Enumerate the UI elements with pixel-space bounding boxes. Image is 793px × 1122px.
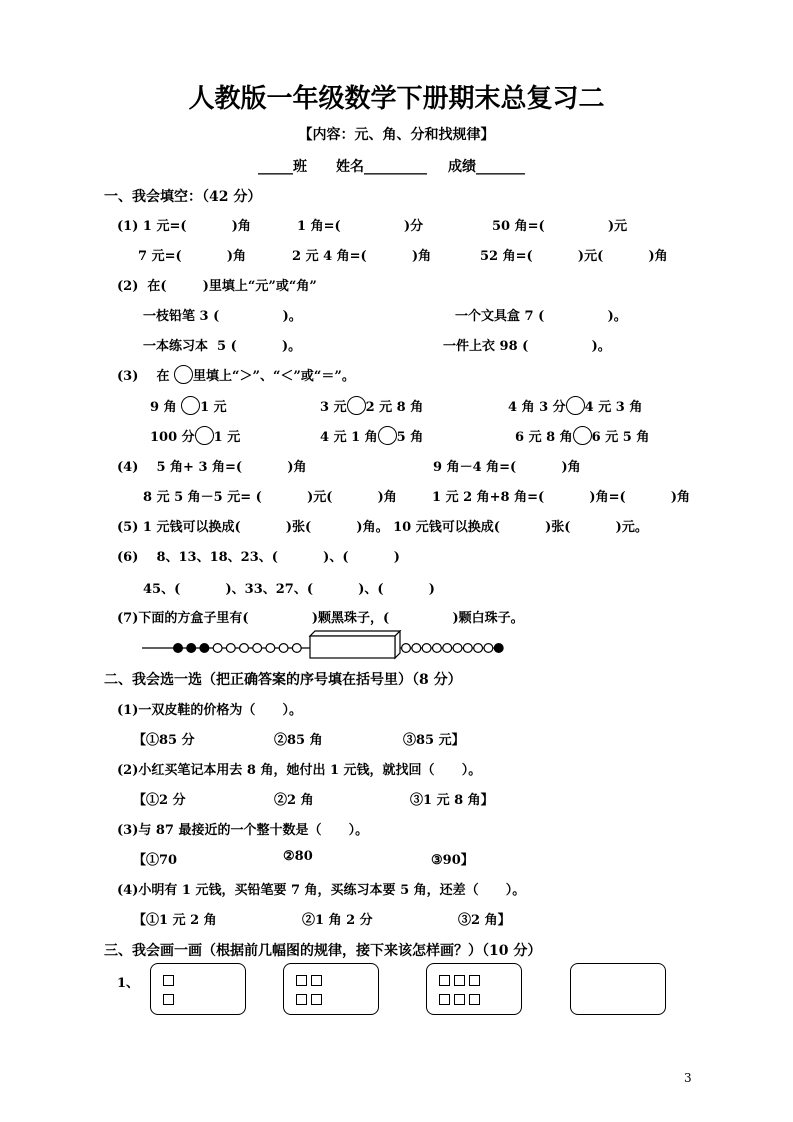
s2-q1-opt2[interactable]: ②85 角: [274, 733, 323, 748]
white-bead: [253, 644, 262, 653]
q2-item-a: 一枝铅笔 3 ( )。: [143, 309, 302, 324]
black-bead: [200, 644, 209, 653]
white-bead: [226, 644, 235, 653]
s2-q1-stem: (1)一双皮鞋的价格为（ ）。: [117, 703, 303, 718]
q5-text: (5) 1 元钱可以换成( )张( )角。 10 元钱可以换成( )张( )元。: [117, 520, 648, 535]
white-bead: [402, 644, 411, 653]
square-icon: [296, 975, 307, 986]
page-subtitle: 【内容：元、角、分和找规律】: [298, 127, 495, 143]
white-bead: [412, 644, 421, 653]
s2-q2-opt2[interactable]: ②2 角: [274, 793, 314, 808]
compare-circle[interactable]: [378, 426, 397, 445]
page-title: 人教版一年级数学下册期末总复习二: [188, 84, 605, 114]
square-icon: [163, 994, 174, 1005]
q3-compare-c: 4 角 3 分 4 元 3 角: [508, 396, 642, 415]
q3-compare-f: 6 元 8 角 6 元 5 角: [515, 426, 649, 445]
q1-item-d: 7 元=( )角: [138, 249, 247, 264]
circle-icon: [174, 365, 193, 384]
white-bead: [453, 644, 462, 653]
section2-heading: 二、我会选一选（把正确答案的序号填在括号里）（8 分）: [104, 672, 462, 688]
q3-compare-e: 4 元 1 角 5 角: [320, 426, 423, 445]
q2-item-b: 一个文具盒 7 ( )。: [455, 309, 627, 324]
pattern-box-1: [150, 963, 246, 1015]
pattern-box-2: [283, 963, 379, 1015]
white-bead: [279, 644, 288, 653]
section3-heading: 三、我会画一画（根据前几幅图的规律，接下来该怎样画？）（10 分）: [104, 943, 542, 959]
s3-q1-label: 1、: [117, 976, 140, 991]
square-icon: [454, 975, 465, 986]
square-icon: [439, 994, 450, 1005]
q1-item-b: 1 角=( )分: [297, 219, 424, 234]
white-bead: [474, 644, 483, 653]
white-bead: [484, 644, 493, 653]
square-icon: [296, 994, 307, 1005]
square-icon: [469, 975, 480, 986]
compare-circle[interactable]: [566, 396, 585, 415]
s2-q3-opt2[interactable]: ②80: [283, 849, 313, 864]
s2-q1-opt3[interactable]: ③85 元】: [403, 733, 465, 748]
box-3d-icon: [310, 631, 400, 658]
s2-q2-opt3[interactable]: ③1 元 8 角】: [410, 793, 494, 808]
page-number: 3: [684, 1071, 692, 1085]
q1-item-f: 52 角=( )元( )角: [480, 249, 668, 264]
score-field[interactable]: 成绩_______: [448, 159, 525, 175]
s2-q3-stem: (3)与 87 最接近的一个整十数是（ ）。: [117, 823, 369, 838]
square-icon: [469, 994, 480, 1005]
q2-item-d: 一件上衣 98 ( )。: [443, 339, 611, 354]
q7-text: (7)下面的方盒子里有( )颗黑珠子，( )颗白珠子。: [117, 611, 524, 626]
s2-q4-opt3[interactable]: ③2 角】: [458, 913, 511, 928]
white-bead: [463, 644, 472, 653]
q3-stem-suffix: 里填上“＞”、“＜”或“＝”。: [192, 369, 355, 384]
white-bead: [240, 644, 249, 653]
black-bead: [494, 644, 503, 653]
q3-compare-d: 100 分 1 元: [150, 426, 240, 445]
q3-stem: [117, 365, 355, 384]
q4-item-d: 1 元 2 角+8 角=( )角=( )角: [432, 490, 691, 505]
s2-q3-opt1[interactable]: 【①70: [133, 853, 178, 868]
q4-item-c: 8 元 5 角－5 元= ( )元( )角: [143, 490, 397, 505]
white-bead: [422, 644, 431, 653]
compare-circle[interactable]: [347, 396, 366, 415]
square-icon: [163, 975, 174, 986]
white-bead: [292, 644, 301, 653]
square-icon: [311, 994, 322, 1005]
s2-q4-opt2[interactable]: ②1 角 2 分: [302, 913, 373, 928]
q1-item-e: 2 元 4 角=( )角: [292, 249, 432, 264]
bead-string-diagram: [140, 630, 510, 666]
q3-compare-a: 9 角 1 元: [150, 396, 227, 415]
black-bead: [174, 644, 183, 653]
s2-q2-opt1[interactable]: 【①2 分: [133, 793, 186, 808]
q6-item-b: 45、( )、33、27、( )、( ): [143, 582, 435, 597]
black-bead: [187, 644, 196, 653]
name-field[interactable]: 姓名_________: [336, 159, 427, 175]
q2-item-c: 一本练习本 5 ( )。: [143, 339, 302, 354]
square-icon: [311, 975, 322, 986]
q4-item-b: 9 角－4 角=( )角: [433, 460, 581, 475]
class-field[interactable]: _____班: [258, 159, 307, 175]
pattern-box-answer[interactable]: [570, 963, 666, 1015]
white-bead: [443, 644, 452, 653]
q2-stem: (2) 在( )里填上“元”或“角”: [117, 279, 317, 294]
q1-item-c: 50 角=( )元: [492, 219, 628, 234]
white-bead: [213, 644, 222, 653]
square-icon: [439, 975, 450, 986]
pattern-box-3: [426, 963, 522, 1015]
q3-compare-b: 3 元 2 元 8 角: [320, 396, 423, 415]
s2-q4-stem: (4)小明有 1 元钱，买铅笔要 7 角，买练习本要 5 角，还差（ ）。: [117, 883, 526, 898]
section1-heading: 一、我会填空：（42 分）: [104, 189, 262, 205]
q3-stem-prefix: (3) 在: [117, 369, 170, 384]
s2-q1-opt1[interactable]: 【①85 分: [133, 733, 195, 748]
compare-circle[interactable]: [181, 396, 200, 415]
compare-circle[interactable]: [195, 426, 214, 445]
compare-circle[interactable]: [573, 426, 592, 445]
q4-item-a: (4) 5 角+ 3 角=( )角: [117, 460, 307, 475]
q6-item-a: (6) 8、13、18、23、( )、( ): [117, 550, 400, 565]
square-icon: [454, 994, 465, 1005]
white-bead: [433, 644, 442, 653]
s2-q2-stem: (2)小红买笔记本用去 8 角，她付出 1 元钱，就找回（ ）。: [117, 763, 482, 778]
s2-q4-opt1[interactable]: 【①1 元 2 角: [133, 913, 217, 928]
q1-item-a: (1) 1 元=( )角: [117, 219, 251, 234]
s2-q3-opt3[interactable]: ③90】: [431, 853, 474, 868]
white-bead: [266, 644, 275, 653]
